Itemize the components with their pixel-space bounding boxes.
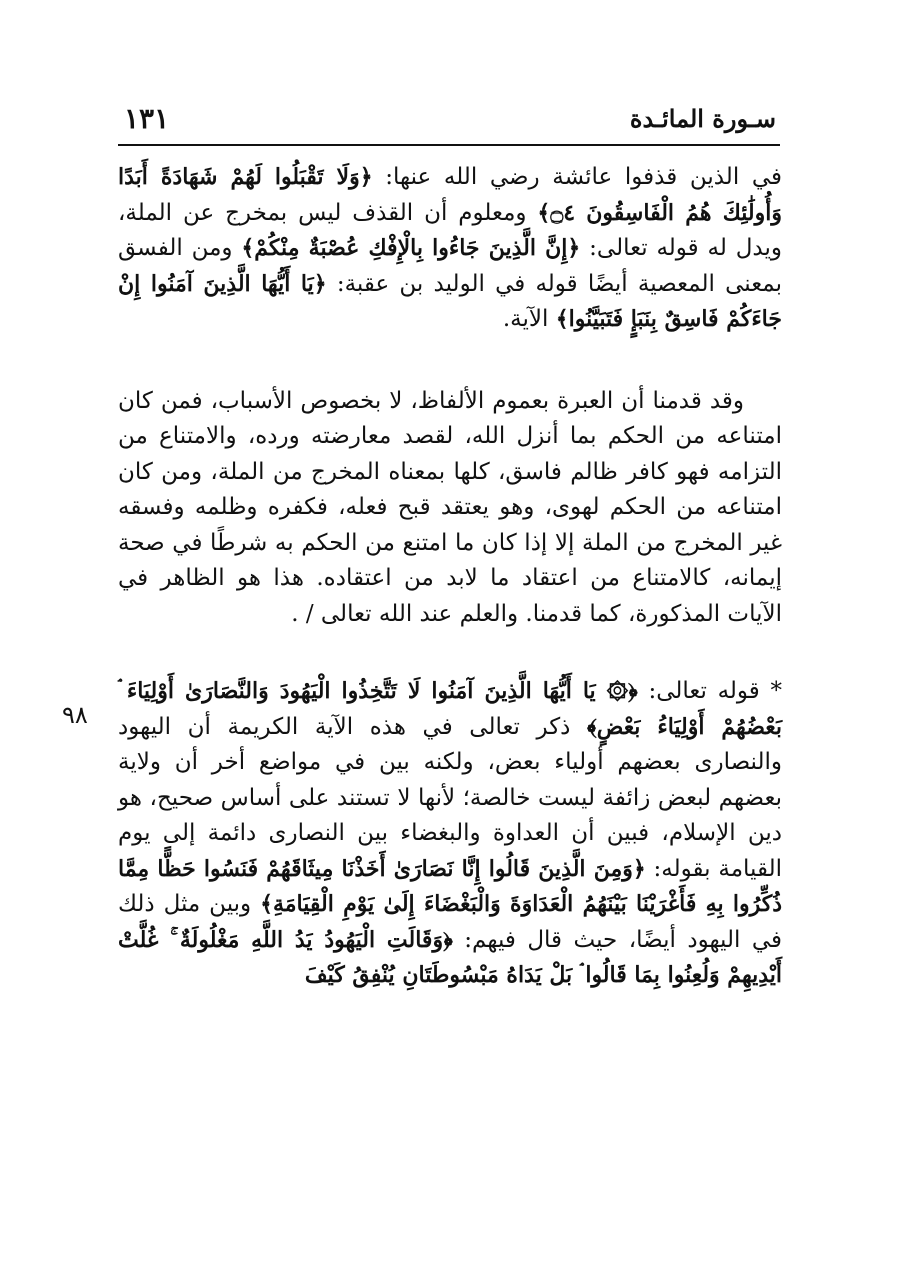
text-segment: وقد قدمنا أن العبرة بعموم الألفاظ، لا بخصوص الأسباب، فمن كان امتناعه من الحكم بما أنزل الله، لقصد معارضته ورده، والامتناع من التزامه فهو كافر ظالم فاسق، كلها بمعناه المخرج من الملة، ومن كان امتناعه من الحكم لهوى، وهو يعتقد قبح فعله، فكفره وظلمه وفسقه غير المخرج من الملة إلا إذا كان ما امتنع من الحكم به شرطًا في صحة إيمانه، كالامتناع من اعتقاد ما لابد من اعتقاده. هذا هو الظاهر في الآيات المذكورة، كما قدمنا. والعلم عند الله تعالى / . [118,387,782,627]
paragraph-1 [118,160,782,338]
text-segment: ذكر تعالى في هذه الآية الكريمة أن اليهود والنصارى بعضهم أولياء بعض، ولكنه بين في مواضع أخر أن ولاية بعضهم لبعض زائفة ليست خالصة؛ لأنها لا تستند على أساس صحيح، هو دين الإسلام، فبين أن العداوة والبغضاء بين النصارى دائمة إلى يوم القيامة بقوله: [118,713,783,882]
margin-page-reference: ٩٨ [62,701,88,729]
text-segment: ومعلوم أن القذف ليس بمخرج عن الملة، ويدل له قوله تعالى: [118,199,783,261]
text-segment: في الذين قذفوا عائشة رضي الله عنها: [372,164,782,190]
quran-verse: ﴿وَمِنَ الَّذِينَ قَالُوا إِنَّا نَصَارَىٰ أَخَذْنَا مِيثَاقَهُمْ فَنَسُوا حَظًّا مِمَّا ذُكِّرُوا بِهِ فَأَغْرَيْنَا بَيْنَهُمُ الْعَدَاوَةَ وَالْبَغْضَاءَ إِلَىٰ يَوْمِ الْقِيَامَةِ﴾ [118,855,782,917]
text-segment: * قوله تعالى: [637,678,782,704]
paragraph-2 [118,384,782,633]
quran-verse: ﴿يَا أَيُّهَا الَّذِينَ آمَنُوا إِنْ جَاءَكُمْ فَاسِقٌ بِنَبَإٍ فَتَبَيَّنُوا﴾ [118,270,782,332]
page-number: ١٣١ [124,102,170,135]
quran-verse: ﴿وَقَالَتِ الْيَهُودُ يَدُ اللَّهِ مَغْلُولَةٌ ۚ غُلَّتْ أَيْدِيهِمْ وَلُعِنُوا بِمَا قَالُوا ۘ بَلْ يَدَاهُ مَبْسُوطَتَانِ يُنْفِقُ كَيْفَ [118,926,782,988]
quran-verse: ﴿وَلَا تَقْبَلُوا لَهُمْ شَهَادَةً أَبَدًا وَأُولَٰئِكَ هُمُ الْفَاسِقُونَ ۝٤﴾ [118,164,782,226]
quran-verse: ﴿۞ يَا أَيُّهَا الَّذِينَ آمَنُوا لَا تَتَّخِذُوا الْيَهُودَ وَالنَّصَارَىٰ أَوْلِيَاءَ ۘ بَعْضُهُمْ أَوْلِيَاءُ بَعْضٍ﴾ [118,678,783,740]
paragraph-3 [118,674,782,994]
text-segment: الآية. [502,306,556,332]
text-segment: وبين مثل ذلك في اليهود أيضًا، حيث قال فيهم: [118,891,783,953]
quran-verse: ﴿إِنَّ الَّذِينَ جَاءُوا بِالْإِفْكِ عُصْبَةٌ مِنْكُمْ﴾ [241,235,581,261]
page-header [118,98,780,146]
surah-title: سـورة المائـدة [629,104,776,133]
main-text [118,160,782,994]
text-segment: ومن الفسق بمعنى المعصية أيضًا قوله في الوليد بن عقبة: [118,235,782,297]
